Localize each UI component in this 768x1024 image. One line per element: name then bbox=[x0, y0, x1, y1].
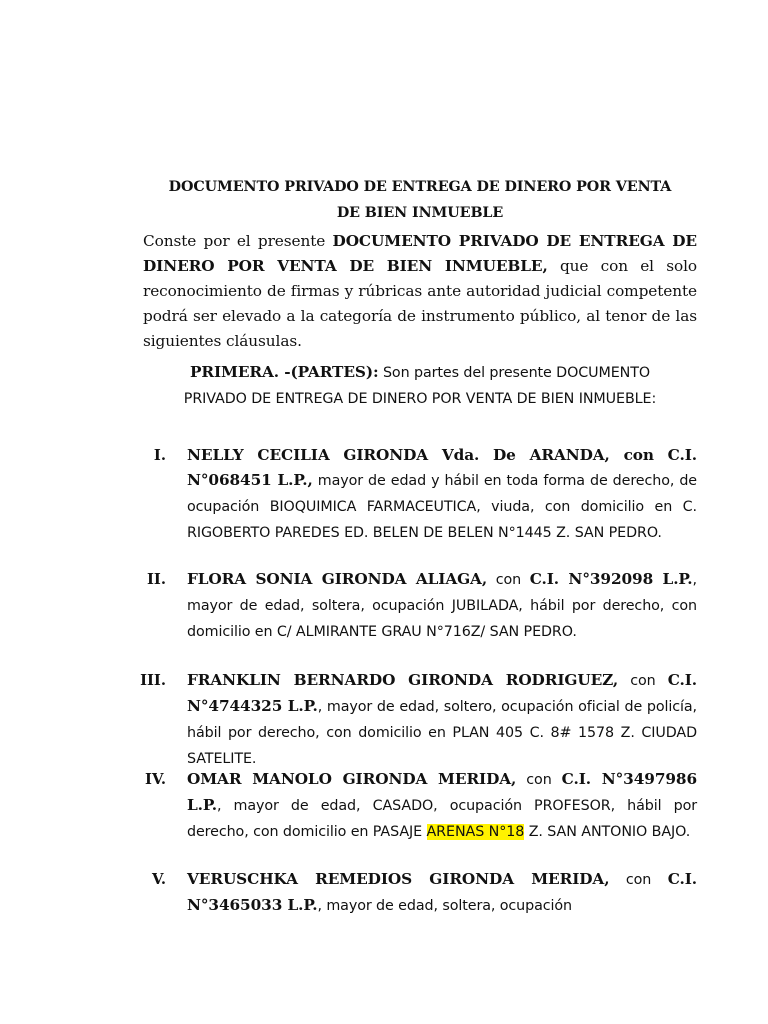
party-3 bbox=[187, 668, 697, 772]
party-4-text-before: , mayor de edad, CASADO, ocupación PROFESOR, hábil por derecho, con domicilio en PASAJE bbox=[187, 798, 697, 840]
party-3-name: FRANKLIN BERNARDO GIRONDA RODRIGUEZ, bbox=[187, 671, 619, 689]
title-line-2: DE BIEN INMUEBLE bbox=[336, 205, 504, 221]
document-title bbox=[143, 174, 697, 226]
party-4-numeral: IV. bbox=[145, 771, 166, 788]
party-3-ci: C.I. N°4744325 L.P. bbox=[187, 671, 697, 715]
party-4-mid: con bbox=[516, 772, 562, 788]
intro-rest: que con el solo reconocimiento de firmas y rúbricas ante autoridad judicial competente podrá ser elevado a la categoría de instrumento público, al tenor de las siguientes cláusulas. bbox=[143, 257, 697, 350]
party-2-name: FLORA SONIA GIRONDA ALIAGA, bbox=[187, 570, 488, 588]
party-5-mid: con bbox=[609, 872, 668, 888]
title-line-1: DOCUMENTO PRIVADO DE ENTREGA DE DINERO POR VENTA bbox=[168, 179, 672, 195]
party-5 bbox=[187, 867, 697, 919]
party-5-ci: C.I. N°3465033 L.P. bbox=[187, 870, 697, 914]
party-4-ci: C.I. N°3497986 L.P. bbox=[187, 770, 697, 814]
party-1-name: NELLY CECILIA GIRONDA Vda. De ARANDA, con C.I. N°068451 L.P., bbox=[187, 446, 697, 489]
party-2-text: , mayor de edad, soltera, ocupación JUBILADA, hábil por derecho, con domicilio en C/ ALMIRANTE GRAU N°716Z/ SAN PEDRO. bbox=[187, 572, 697, 640]
party-2 bbox=[187, 567, 697, 645]
intro-lead: Conste por el presente bbox=[143, 232, 333, 250]
party-2-ci: C.I. N°392098 L.P. bbox=[529, 570, 693, 588]
party-4-text-after: Z. SAN ANTONIO BAJO. bbox=[524, 824, 691, 840]
intro-paragraph bbox=[143, 229, 697, 354]
party-4 bbox=[187, 767, 697, 845]
intro-bold: DOCUMENTO PRIVADO DE ENTREGA DE DINERO POR VENTA DE BIEN INMUEBLE, bbox=[143, 232, 697, 275]
party-3-mid: con bbox=[618, 673, 668, 689]
party-5-name: VERUSCHKA REMEDIOS GIRONDA MERIDA, bbox=[187, 870, 610, 888]
first-clause-heading: PRIMERA. -(PARTES): bbox=[189, 363, 379, 381]
party-1-text: mayor de edad y hábil en toda forma de derecho, de ocupación BIOQUIMICA FARMACEUTICA, viuda, con domicilio en C. RIGOBERTO PAREDES ED. BELEN DE BELEN N°1445 Z. SAN PEDRO. bbox=[187, 473, 698, 541]
party-3-text: , mayor de edad, soltero, ocupación oficial de policía, hábil por derecho, con domicilio en PLAN 405 C. 8# 1578 Z. CIUDAD SATELITE. bbox=[187, 699, 697, 767]
party-1 bbox=[187, 443, 697, 546]
party-2-numeral: II. bbox=[147, 571, 166, 588]
party-3-numeral: III. bbox=[140, 672, 166, 689]
first-clause-text: Son partes del presente DOCUMENTO PRIVADO DE ENTREGA DE DINERO POR VENTA DE BIEN INMUEBLE: bbox=[183, 365, 657, 407]
party-4-name: OMAR MANOLO GIRONDA MERIDA, bbox=[187, 770, 517, 788]
party-5-text: , mayor de edad, soltera, ocupación bbox=[317, 898, 573, 914]
party-5-numeral: V. bbox=[151, 871, 166, 888]
party-1-numeral: I. bbox=[153, 447, 166, 464]
highlighted-address: ARENAS N°18 bbox=[426, 824, 525, 840]
first-clause bbox=[163, 360, 677, 412]
party-2-mid: con bbox=[487, 572, 530, 588]
